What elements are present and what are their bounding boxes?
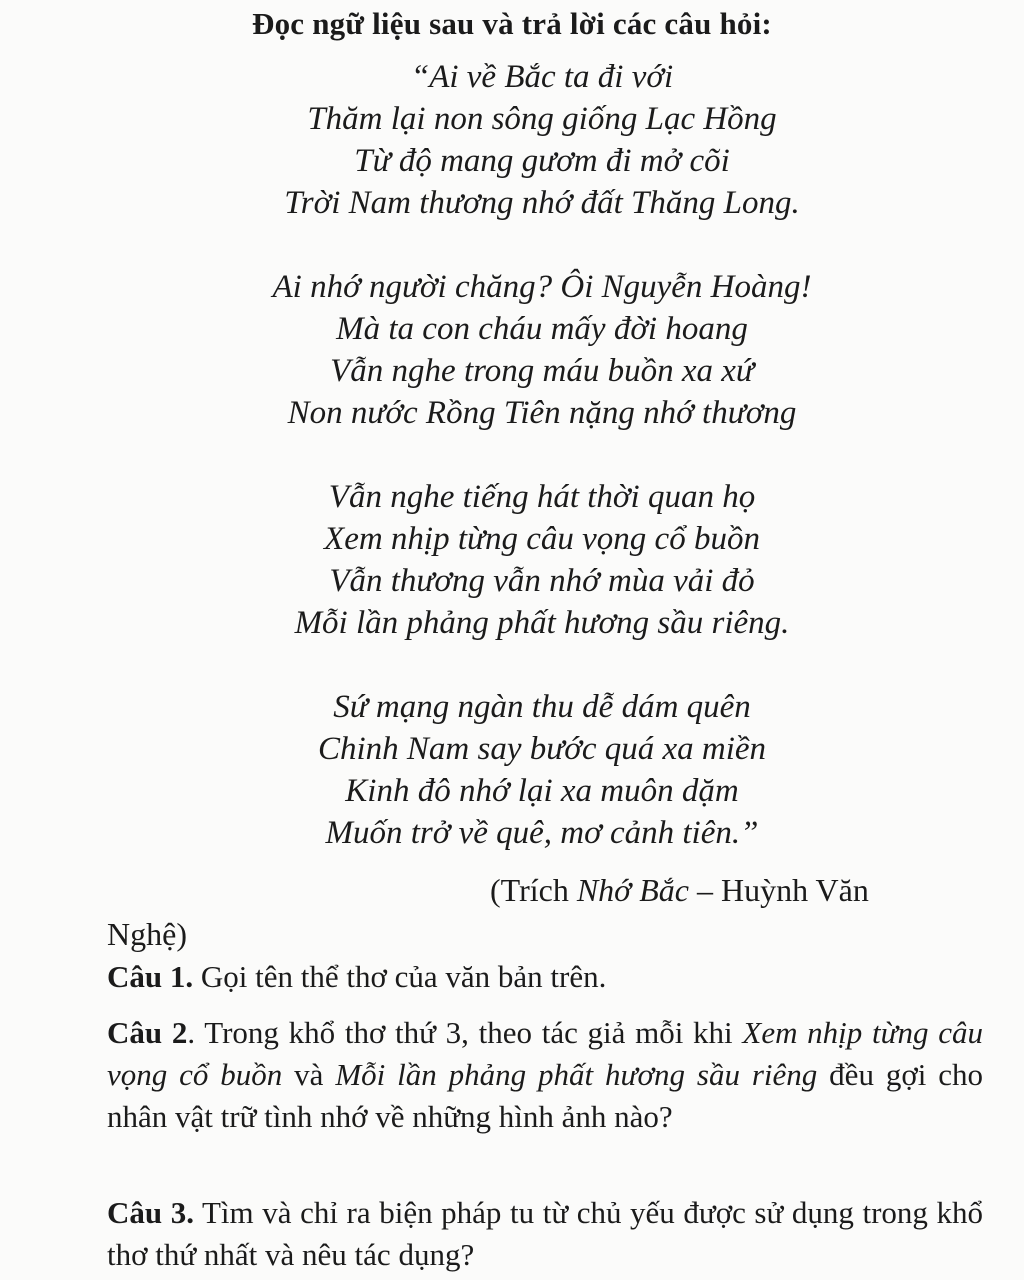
poem — [0, 56, 1024, 854]
poem-line: Kinh đô nhớ lại xa muôn dặm — [345, 773, 739, 809]
stanza-2 — [0, 266, 1024, 434]
question-1 — [107, 956, 983, 998]
source-citation-end: Nghệ) — [107, 916, 187, 952]
source-title: Nhớ Bắc — [576, 872, 689, 908]
poem-line: Ai nhớ người chăng? Ôi Nguyễn Hoàng! — [272, 269, 812, 305]
question-text: Tìm và chỉ ra biện pháp tu từ chủ yếu được sử dụng trong khổ thơ thứ nhất và nêu tác dụng? — [107, 1195, 983, 1272]
poem-line: Chinh Nam say bước quá xa miền — [317, 731, 767, 767]
question-label: Câu 1. — [107, 959, 194, 994]
poem-line: Xem nhịp từng câu vọng cổ buồn — [324, 521, 760, 557]
question-label: Câu 3. — [107, 1195, 194, 1230]
poem-line: “Ai về Bắc ta đi với — [410, 59, 674, 95]
question-text: Gọi tên thể thơ của văn bản trên. — [193, 959, 607, 994]
question-2 — [107, 1012, 983, 1138]
source-citation — [490, 872, 869, 909]
question-text: đều gợi cho nhân vật trữ tình nhớ về những hình ảnh nào? — [107, 1057, 983, 1134]
poem-line: Muốn trở về quê, mơ cảnh tiên.” — [325, 815, 759, 851]
question-label: Câu 2 — [107, 1015, 188, 1050]
question-quote: Xem nhịp từng câu vọng cổ buồn — [107, 1015, 983, 1092]
source-author: – Huỳnh Văn — [689, 872, 869, 908]
instruction-heading: Đọc ngữ liệu sau và trả lời các câu hỏi: — [252, 6, 772, 41]
question-quote: Mỗi lần phảng phất hương sầu riêng — [335, 1057, 818, 1092]
poem-line: Non nước Rồng Tiên nặng nhớ thương — [287, 395, 797, 431]
poem-line: Từ độ mang gươm đi mở cõi — [354, 143, 730, 179]
poem-line: Mà ta con cháu mấy đời hoang — [336, 311, 748, 347]
poem-line: Vẫn nghe trong máu buồn xa xứ — [330, 353, 754, 389]
poem-line: Trời Nam thương nhớ đất Thăng Long. — [284, 185, 800, 221]
poem-line: Sứ mạng ngàn thu dễ dám quên — [333, 689, 751, 725]
poem-line: Vẫn nghe tiếng hát thời quan họ — [328, 479, 756, 515]
question-text: . Trong khổ thơ thứ 3, theo tác giả mỗi khi — [187, 1015, 743, 1050]
stanza-4 — [0, 686, 1024, 854]
poem-line: Thăm lại non sông giống Lạc Hồng — [307, 101, 777, 137]
stanza-3 — [0, 476, 1024, 644]
poem-line: Mỗi lần phảng phất hương sầu riêng. — [294, 605, 790, 641]
stanza-1 — [0, 56, 1024, 224]
source-prefix: (Trích — [490, 872, 577, 908]
question-text: và — [282, 1057, 336, 1092]
question-3 — [107, 1192, 983, 1276]
poem-line: Vẫn thương vẫn nhớ mùa vải đỏ — [329, 563, 755, 599]
